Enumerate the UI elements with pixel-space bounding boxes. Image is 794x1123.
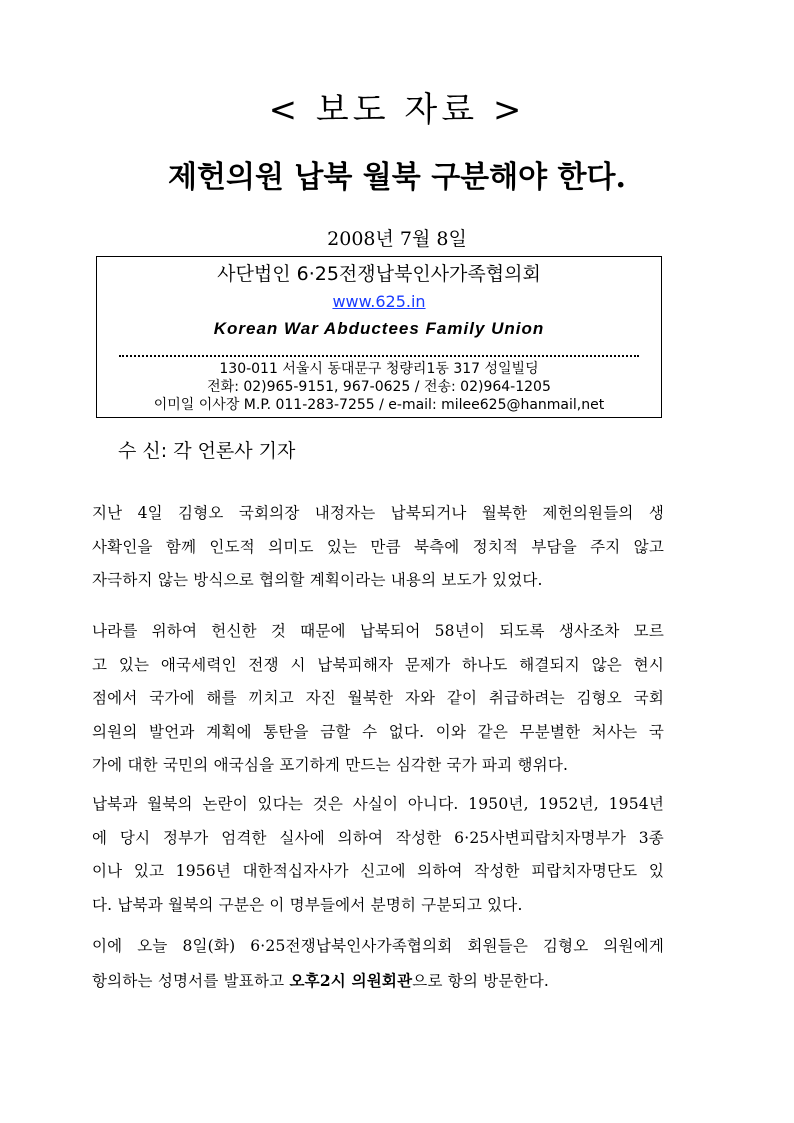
paragraph-4 (92, 930, 664, 998)
dotted-divider (119, 355, 639, 357)
paragraph-line: 에 당시 정부가 엄격한 실사에 의하여 작성한 6·25사변피랍치자명부가 3종 (92, 828, 664, 847)
paragraph-line: 사확인을 함께 인도적 의미도 있는 만큼 북측에 정치적 부담을 주지 않고 (92, 537, 664, 556)
paragraph-line: 이나 있고 1956년 대한적십자사가 신고에 의하여 작성한 피랍치자명단도 있 (92, 862, 664, 880)
paragraph-line: 자극하지 않는 방식으로 협의할 계획이라는 내용의 보도가 있었다. (92, 571, 543, 589)
press-release-title: 제헌의원 납북 월북 구분해야 한다. (168, 160, 626, 195)
press-release-heading: < 보도 자료 > (268, 90, 526, 130)
paragraph-2 (92, 615, 664, 783)
recipient-line: 수 신: 각 언론사 기자 (118, 440, 296, 462)
paragraph-3 (92, 788, 664, 922)
release-date: 2008년 7월 8일 (327, 228, 467, 250)
organization-phone-fax: 전화: 02)965-9151, 967-0625 / 전송: 02)964-1205 (207, 379, 551, 395)
paragraph-line: 다. 납북과 월북의 구분은 이 명부들에서 분명히 구분되고 있다. (92, 895, 523, 914)
paragraph-text: 으로 항의 방문한다. (412, 971, 550, 990)
paragraph-1 (92, 497, 664, 598)
organization-info-box (96, 256, 662, 418)
organization-website-link[interactable]: www.625.in (332, 292, 426, 311)
paragraph-line: 이에 오늘 8일(화) 6·25전쟁납북인사가족협의회 회원들은 김형오 의원에게 (92, 937, 664, 955)
organization-name: 사단법인 6·25전쟁납북인사가족협의회 (217, 263, 541, 285)
paragraph-line: 납북과 월북의 논란이 있다는 것은 사실이 아니다. 1950년, 1952년, 1954년 (92, 795, 664, 813)
paragraph-line: 가에 대한 국민의 애국심을 포기하게 만드는 심각한 국가 파괴 행위다. (92, 756, 569, 774)
paragraph-line: 고 있는 애국세력인 전쟁 시 납북피해자 문제가 하나도 해결되지 않은 현시 (92, 655, 664, 674)
organization-english-name: Korean War Abductees Family Union (213, 319, 545, 338)
paragraph-line: 의원의 발언과 계획에 통탄을 금할 수 없다. 이와 같은 무분별한 처사는 국 (92, 722, 664, 741)
paragraph-line-with-emphasis (92, 964, 664, 999)
paragraph-line: 지난 4일 김형오 국회의장 내정자는 납북되거나 월북한 제헌의원들의 생 (92, 504, 664, 522)
paragraph-text: 항의하는 성명서를 발표하고 (92, 971, 290, 990)
paragraph-line: 점에서 국가에 해를 끼치고 자진 월북한 자와 같이 취급하려는 김형오 국회 (92, 689, 664, 707)
organization-address: 130-011 서울시 동대문구 청량리1동 317 성일빌딩 (219, 361, 539, 377)
visit-time-location-emphasis: 오후2시 의원회관 (289, 970, 413, 990)
paragraph-line: 나라를 위하여 헌신한 것 때문에 납북되어 58년이 되도록 생사조차 모르 (92, 622, 664, 640)
organization-contact: 이미일 이사장 M.P. 011-283-7255 / e-mail: milee625@hanmail,net (153, 397, 605, 413)
